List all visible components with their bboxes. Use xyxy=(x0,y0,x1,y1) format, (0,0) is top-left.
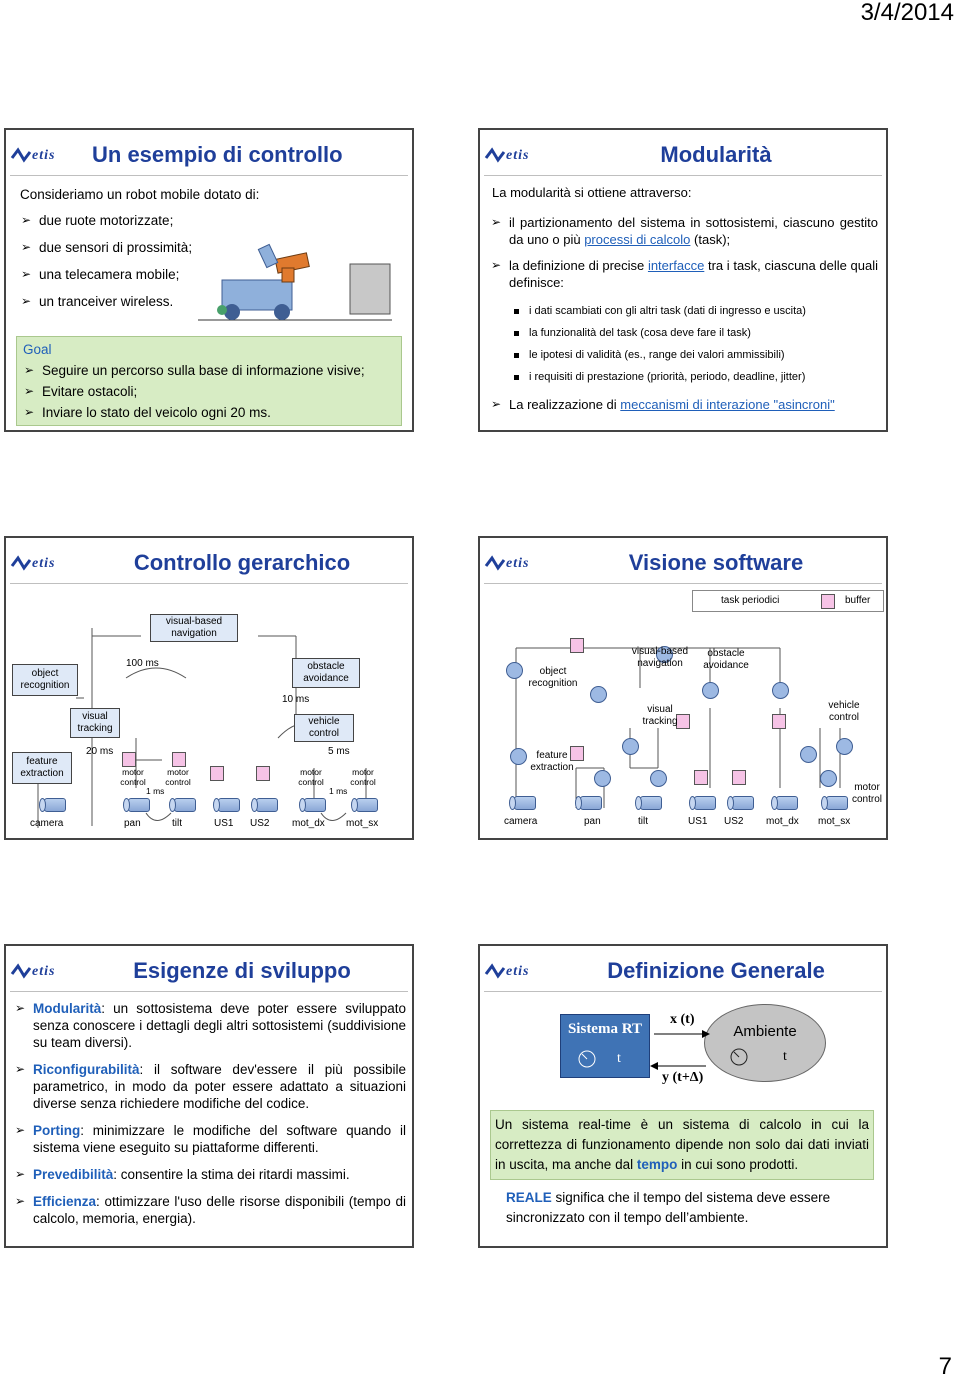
etis-logo: etis xyxy=(10,960,72,986)
period-5ms: 5 ms xyxy=(328,746,350,757)
slide-definizione-generale xyxy=(478,944,888,1248)
reale-desc: significa che il tempo del sistema deve essere sincronizzato con il tempo dell’ambiente. xyxy=(506,1190,831,1225)
us1-device-icon xyxy=(218,798,240,812)
list-item xyxy=(14,1122,406,1156)
camera-label: camera xyxy=(504,816,538,827)
ambiente-label: Ambiente xyxy=(733,1023,797,1040)
sistema-t-label: t xyxy=(617,1051,621,1066)
page-number: 7 xyxy=(938,1353,952,1380)
b3-text: La realizzazione di xyxy=(509,397,621,412)
definition-box xyxy=(490,1110,874,1180)
mot-sx-device-icon xyxy=(356,798,378,812)
ambiente-ellipse xyxy=(704,1004,826,1082)
list-item: la funzionalità del task (cosa deve fare il task) xyxy=(510,326,880,341)
tilt-label: tilt xyxy=(638,816,648,827)
buffer-icon xyxy=(772,714,786,729)
list-item xyxy=(14,1166,406,1183)
us1-device-icon xyxy=(694,796,716,810)
b2-post: tra i task, ciascuna delle quali definisce: xyxy=(509,258,878,290)
periodic-task-icon xyxy=(836,738,853,755)
list-item xyxy=(14,1061,406,1112)
period-1ms: 1 ms xyxy=(146,786,165,796)
legend xyxy=(692,590,884,612)
period-20ms: 20 ms xyxy=(86,746,114,757)
interface-subitems xyxy=(510,304,880,392)
buffer-icon xyxy=(256,766,270,781)
us2-label: US2 xyxy=(250,818,270,829)
b1-text: il partizionamento del sistema in sottosistemi, ciascuno gestito da uno o più xyxy=(509,215,878,247)
slide-title: Controllo gerarchico xyxy=(133,550,351,575)
feature-extraction-box: feature extraction xyxy=(12,752,72,784)
etis-logo: etis xyxy=(10,552,72,578)
vehicle-control-box: vehicle control xyxy=(294,714,354,742)
title-divider xyxy=(484,991,882,992)
buffer-icon xyxy=(570,638,584,653)
slide-controllo-gerarchico xyxy=(4,536,414,840)
etis-logo: etis xyxy=(484,960,546,986)
clock-icon xyxy=(729,1047,749,1067)
list-item xyxy=(14,1193,406,1227)
list-item: ➢ Evitare ostacoli; xyxy=(23,383,393,400)
tilt-device-icon xyxy=(174,798,196,812)
definition-tempo: tempo xyxy=(636,1157,678,1172)
slide-title: Modularità xyxy=(660,142,772,167)
motor-control-label: motor control xyxy=(298,767,324,787)
mot-dx-device-icon xyxy=(304,798,326,812)
vehicle-control-label: vehicle control xyxy=(828,700,860,723)
clock-icon xyxy=(577,1049,597,1069)
pan-label: pan xyxy=(124,818,141,829)
periodic-task-icon xyxy=(820,770,837,787)
camera-device-icon xyxy=(44,798,66,812)
list-item: le ipotesi di validità (es., range dei valori ammissibili) xyxy=(510,348,880,363)
etis-logo: etis xyxy=(10,144,72,170)
motor-control-label: motor control xyxy=(120,767,146,787)
object-recognition-box: object recognition xyxy=(12,664,78,696)
periodic-task-icon xyxy=(800,746,817,763)
title-divider xyxy=(10,175,408,176)
periodic-task-icon xyxy=(650,770,667,787)
mot-dx-device-icon xyxy=(776,796,798,810)
intro-text: La modularità si ottiene attraverso: xyxy=(492,185,692,200)
term: Prevedibilità xyxy=(33,1167,114,1182)
reale-text xyxy=(506,1188,876,1228)
period-1ms: 1 ms xyxy=(329,786,348,796)
etis-logo: etis xyxy=(484,552,546,578)
b2-text: la definizione di precise xyxy=(509,258,648,273)
goal-list xyxy=(23,362,393,421)
requirements-list xyxy=(14,1000,406,1227)
mot-sx-device-icon xyxy=(826,796,848,810)
visual-based-navigation-box: visual-based navigation xyxy=(150,614,238,642)
yt-label: y (t+Δ) xyxy=(662,1070,704,1085)
title-divider xyxy=(10,991,408,992)
motor-control-label: motor control xyxy=(350,767,376,787)
sistema-rt-label: Sistema RT xyxy=(567,1021,643,1037)
period-100ms: 100 ms xyxy=(126,658,159,669)
title-divider xyxy=(10,583,408,584)
slide-esigenze-sviluppo xyxy=(4,944,414,1248)
definition-text: Un sistema real-time è un sistema di calcolo in cui la correttezza di funzionamento dipende non solo dai dati inviati in uscita, ma anche dal xyxy=(495,1117,869,1172)
list-item xyxy=(490,257,878,291)
list-item: i requisiti di prestazione (priorità, periodo, deadline, jitter) xyxy=(510,370,880,385)
periodic-task-icon xyxy=(772,682,789,699)
ambiente-t-label: t xyxy=(783,1049,787,1064)
buffer-icon xyxy=(122,752,136,767)
mot-sx-label: mot_sx xyxy=(818,816,851,827)
motor-control-label: motor control xyxy=(165,767,191,787)
slide-title: Visione software xyxy=(628,550,804,575)
legend-buffer-icon xyxy=(821,594,835,609)
mot-dx-label: mot_dx xyxy=(292,818,325,829)
list-item: ➢ due ruote motorizzate; xyxy=(20,212,220,229)
sistema-rt-box xyxy=(560,1014,650,1078)
etis-logo: etis xyxy=(484,144,546,170)
periodic-task-icon xyxy=(506,662,523,679)
periodic-task-icon xyxy=(594,770,611,787)
camera-label: camera xyxy=(30,818,64,829)
pan-device-icon xyxy=(580,796,602,810)
pan-label: pan xyxy=(584,816,601,827)
slide-modularita xyxy=(478,128,888,432)
legend-buffer: buffer xyxy=(845,595,871,606)
modularita-list-end xyxy=(490,396,880,413)
buffer-icon xyxy=(694,770,708,785)
buffer-icon xyxy=(172,752,186,767)
goal-box xyxy=(16,336,402,426)
slide-esempio-controllo xyxy=(4,128,414,432)
us1-label: US1 xyxy=(214,818,234,829)
periodic-task-icon xyxy=(702,682,719,699)
desc: : consentire la stima dei ritardi massimi. xyxy=(113,1167,350,1182)
legend-periodic: task periodici xyxy=(721,595,780,606)
obstacle-avoidance-label: obstacle avoidance xyxy=(703,648,749,671)
page-date: 3/4/2014 xyxy=(860,0,954,26)
desc: : minimizzare le modifiche del software quando il sistema viene eseguito su piattaforme differenti. xyxy=(33,1123,406,1155)
term: Modularità xyxy=(33,1001,102,1016)
mot-dx-label: mot_dx xyxy=(766,816,799,827)
buffer-icon xyxy=(210,766,224,781)
slide-visione-software xyxy=(478,536,888,840)
slide-title: Esigenze di sviluppo xyxy=(133,958,351,983)
us2-device-icon xyxy=(732,796,754,810)
term: Porting xyxy=(33,1123,81,1138)
intro-text: Consideriamo un robot mobile dotato di: xyxy=(20,187,260,202)
title-divider xyxy=(484,175,882,176)
list-item: ➢ due sensori di prossimità; xyxy=(20,239,220,256)
list-item xyxy=(490,214,878,248)
list-item: ➢ una telecamera mobile; xyxy=(20,266,220,283)
title-divider xyxy=(484,583,882,584)
list-item xyxy=(14,1000,406,1051)
period-10ms: 10 ms xyxy=(282,694,310,705)
meccanismi-link[interactable]: meccanismi di interazione "asincroni" xyxy=(620,397,835,412)
periodic-task-icon xyxy=(622,738,639,755)
tilt-label: tilt xyxy=(172,818,182,829)
camera-device-icon xyxy=(514,796,536,810)
visual-tracking-label: visual tracking xyxy=(642,704,678,727)
slide-title: Definizione Generale xyxy=(607,958,825,983)
processi-link[interactable]: processi di calcolo xyxy=(584,232,691,247)
us2-label: US2 xyxy=(724,816,744,827)
periodic-task-icon xyxy=(590,686,607,703)
robot-illustration xyxy=(192,242,392,322)
goal-heading: Goal xyxy=(23,342,52,357)
visual-tracking-box: visual tracking xyxy=(70,708,120,738)
list-item: ➢ Seguire un percorso sulla base di informazione visive; xyxy=(23,362,393,379)
desc: : ottimizzare l'uso delle risorse disponibili (tempo di calcolo, memoria, energia). xyxy=(33,1194,406,1226)
robot-features-list xyxy=(20,212,220,310)
object-recognition-label: object recognition xyxy=(528,666,578,689)
obstacle-avoidance-box: obstacle avoidance xyxy=(292,658,360,688)
term: Riconfigurabilità xyxy=(33,1062,140,1077)
b1-post: (task); xyxy=(690,232,731,247)
modularita-list xyxy=(490,214,878,291)
periodic-task-icon xyxy=(510,748,527,765)
xt-label: x (t) xyxy=(670,1012,695,1027)
mot-sx-label: mot_sx xyxy=(346,818,379,829)
us1-label: US1 xyxy=(688,816,708,827)
buffer-icon xyxy=(732,770,746,785)
pan-device-icon xyxy=(128,798,150,812)
definition-end: in cui sono prodotti. xyxy=(677,1157,799,1172)
list-item xyxy=(490,396,880,413)
feature-extraction-label: feature extraction xyxy=(530,750,574,773)
motor-control-label: motor control xyxy=(851,782,882,805)
list-item: ➢ Inviare lo stato del veicolo ogni 20 ms. xyxy=(23,404,393,421)
us2-device-icon xyxy=(256,798,278,812)
interfacce-link[interactable]: interfacce xyxy=(647,258,705,273)
reale-term: REALE xyxy=(506,1190,552,1205)
list-item: ➢ un tranceiver wireless. xyxy=(20,293,220,310)
visual-based-navigation-label: visual-based navigation xyxy=(631,646,689,669)
desc: : il software dev'essere il più possibile parametrico, in modo da poter essere adattato a situazioni diverse senza richiedere modifiche del codice. xyxy=(33,1062,406,1111)
term: Efficienza xyxy=(33,1194,97,1209)
slide-title: Un esempio di controllo xyxy=(92,142,343,167)
tilt-device-icon xyxy=(640,796,662,810)
desc: : un sottosistema deve poter essere sviluppato senza conoscere i dettagli degli altri sottosistemi (suddivisione su team diversi). xyxy=(33,1001,406,1050)
list-item: i dati scambiati con gli altri task (dati di ingresso e uscita) xyxy=(510,304,880,319)
